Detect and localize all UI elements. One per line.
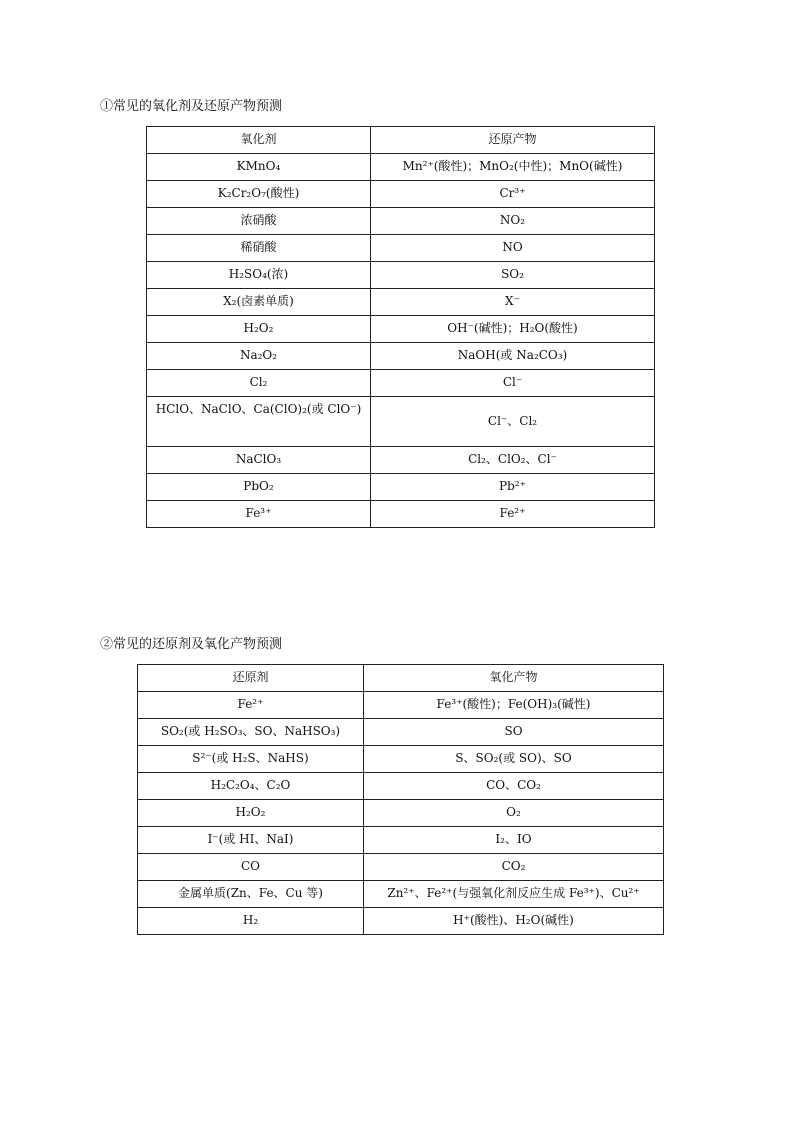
reductant-col1-cell: 金属单质(Zn、Fe、Cu 等): [138, 881, 364, 908]
oxidant-col2-cell: X⁻: [371, 289, 655, 316]
oxidant-table: [146, 126, 655, 528]
oxidant-col1-cell: K₂Cr₂O₇(酸性): [147, 181, 371, 208]
oxidant-col2-cell: OH⁻(碱性)；H₂O(酸性): [371, 316, 655, 343]
reductant-col1-cell: I⁻(或 HI、NaI): [138, 827, 364, 854]
oxidant-col1-cell: Cl₂: [147, 370, 371, 397]
oxidant-table-row: [147, 370, 655, 397]
reductant-table-row: [138, 854, 664, 881]
oxidant-col1-cell: 氧化剂: [147, 127, 371, 154]
oxidant-col2-cell: Cl₂、ClO₂、Cl⁻: [371, 447, 655, 474]
oxidant-table-row: [147, 208, 655, 235]
oxidant-table-row: [147, 501, 655, 528]
oxidant-col2-cell: Pb²⁺: [371, 474, 655, 501]
reductant-header-row: [138, 665, 664, 692]
oxidant-col1-cell: NaClO₃: [147, 447, 371, 474]
oxidant-col1-cell: PbO₂: [147, 474, 371, 501]
reductant-table-row: [138, 827, 664, 854]
oxidant-table-row: [147, 397, 655, 447]
oxidant-table-row: [147, 447, 655, 474]
oxidant-col2-cell: NaOH(或 Na₂CO₃): [371, 343, 655, 370]
reductant-col1-cell: S²⁻(或 H₂S、NaHS): [138, 746, 364, 773]
oxidant-col1-cell: Na₂O₂: [147, 343, 371, 370]
oxidant-col1-cell: KMnO₄: [147, 154, 371, 181]
reductant-col1-cell: Fe²⁺: [138, 692, 364, 719]
reductant-col2-cell: Zn²⁺、Fe²⁺(与强氧化剂反应生成 Fe³⁺)、Cu²⁺: [364, 881, 664, 908]
oxidant-col2-cell: NO₂: [371, 208, 655, 235]
reductant-table-row: [138, 800, 664, 827]
reductant-col2-cell: Fe³⁺(酸性)；Fe(OH)₃(碱性): [364, 692, 664, 719]
reductant-col2-cell: S、SO₂(或 SO)、SO: [364, 746, 664, 773]
oxidant-table-row: [147, 474, 655, 501]
reductant-col1-cell: SO₂(或 H₂SO₃、SO、NaHSO₃): [138, 719, 364, 746]
oxidant-table-row: [147, 181, 655, 208]
oxidant-col1-cell: HClO、NaClO、Ca(ClO)₂(或 ClO⁻): [147, 397, 371, 447]
oxidant-col2-cell: NO: [371, 235, 655, 262]
reductant-col1-cell: H₂C₂O₄、C₂O: [138, 773, 364, 800]
reductant-col1-cell: H₂O₂: [138, 800, 364, 827]
oxidant-col1-cell: H₂O₂: [147, 316, 371, 343]
oxidant-col2-cell: Fe²⁺: [371, 501, 655, 528]
reductant-table-row: [138, 908, 664, 935]
oxidant-table-row: [147, 154, 655, 181]
reductant-col2-cell: I₂、IO: [364, 827, 664, 854]
oxidant-col2-cell: Mn²⁺(酸性)；MnO₂(中性)；MnO(碱性): [371, 154, 655, 181]
oxidant-col1-cell: Fe³⁺: [147, 501, 371, 528]
reductant-table-row: [138, 719, 664, 746]
oxidant-section-heading: ①常见的氧化剂及还原产物预测: [100, 99, 283, 114]
reductant-table-body: [138, 665, 664, 935]
reductant-col2-cell: 氧化产物: [364, 665, 664, 692]
reductant-table-row: [138, 881, 664, 908]
reductant-col2-cell: SO: [364, 719, 664, 746]
oxidant-col1-cell: 稀硝酸: [147, 235, 371, 262]
oxidant-col2-cell: 还原产物: [371, 127, 655, 154]
oxidant-col1-cell: H₂SO₄(浓): [147, 262, 371, 289]
oxidant-table-row: [147, 316, 655, 343]
oxidant-table-row: [147, 235, 655, 262]
reductant-col1-cell: 还原剂: [138, 665, 364, 692]
oxidant-col2-cell: Cr³⁺: [371, 181, 655, 208]
oxidant-col1-cell: 浓硝酸: [147, 208, 371, 235]
oxidant-header-row: [147, 127, 655, 154]
reductant-table-row: [138, 773, 664, 800]
reductant-col1-cell: CO: [138, 854, 364, 881]
reductant-table-row: [138, 746, 664, 773]
reductant-table-row: [138, 692, 664, 719]
reductant-section-heading: ②常见的还原剂及氧化产物预测: [100, 637, 283, 652]
oxidant-table-row: [147, 343, 655, 370]
reductant-col2-cell: CO、CO₂: [364, 773, 664, 800]
reductant-col1-cell: H₂: [138, 908, 364, 935]
oxidant-col2-cell: Cl⁻: [371, 370, 655, 397]
oxidant-table-row: [147, 262, 655, 289]
reductant-table: [137, 664, 664, 935]
reductant-col2-cell: CO₂: [364, 854, 664, 881]
reductant-col2-cell: H⁺(酸性)、H₂O(碱性): [364, 908, 664, 935]
oxidant-table-body: [147, 127, 655, 528]
oxidant-table-row: [147, 289, 655, 316]
oxidant-col2-cell: SO₂: [371, 262, 655, 289]
reductant-col2-cell: O₂: [364, 800, 664, 827]
oxidant-col2-cell: Cl⁻、Cl₂: [371, 397, 655, 447]
oxidant-col1-cell: X₂(卤素单质): [147, 289, 371, 316]
